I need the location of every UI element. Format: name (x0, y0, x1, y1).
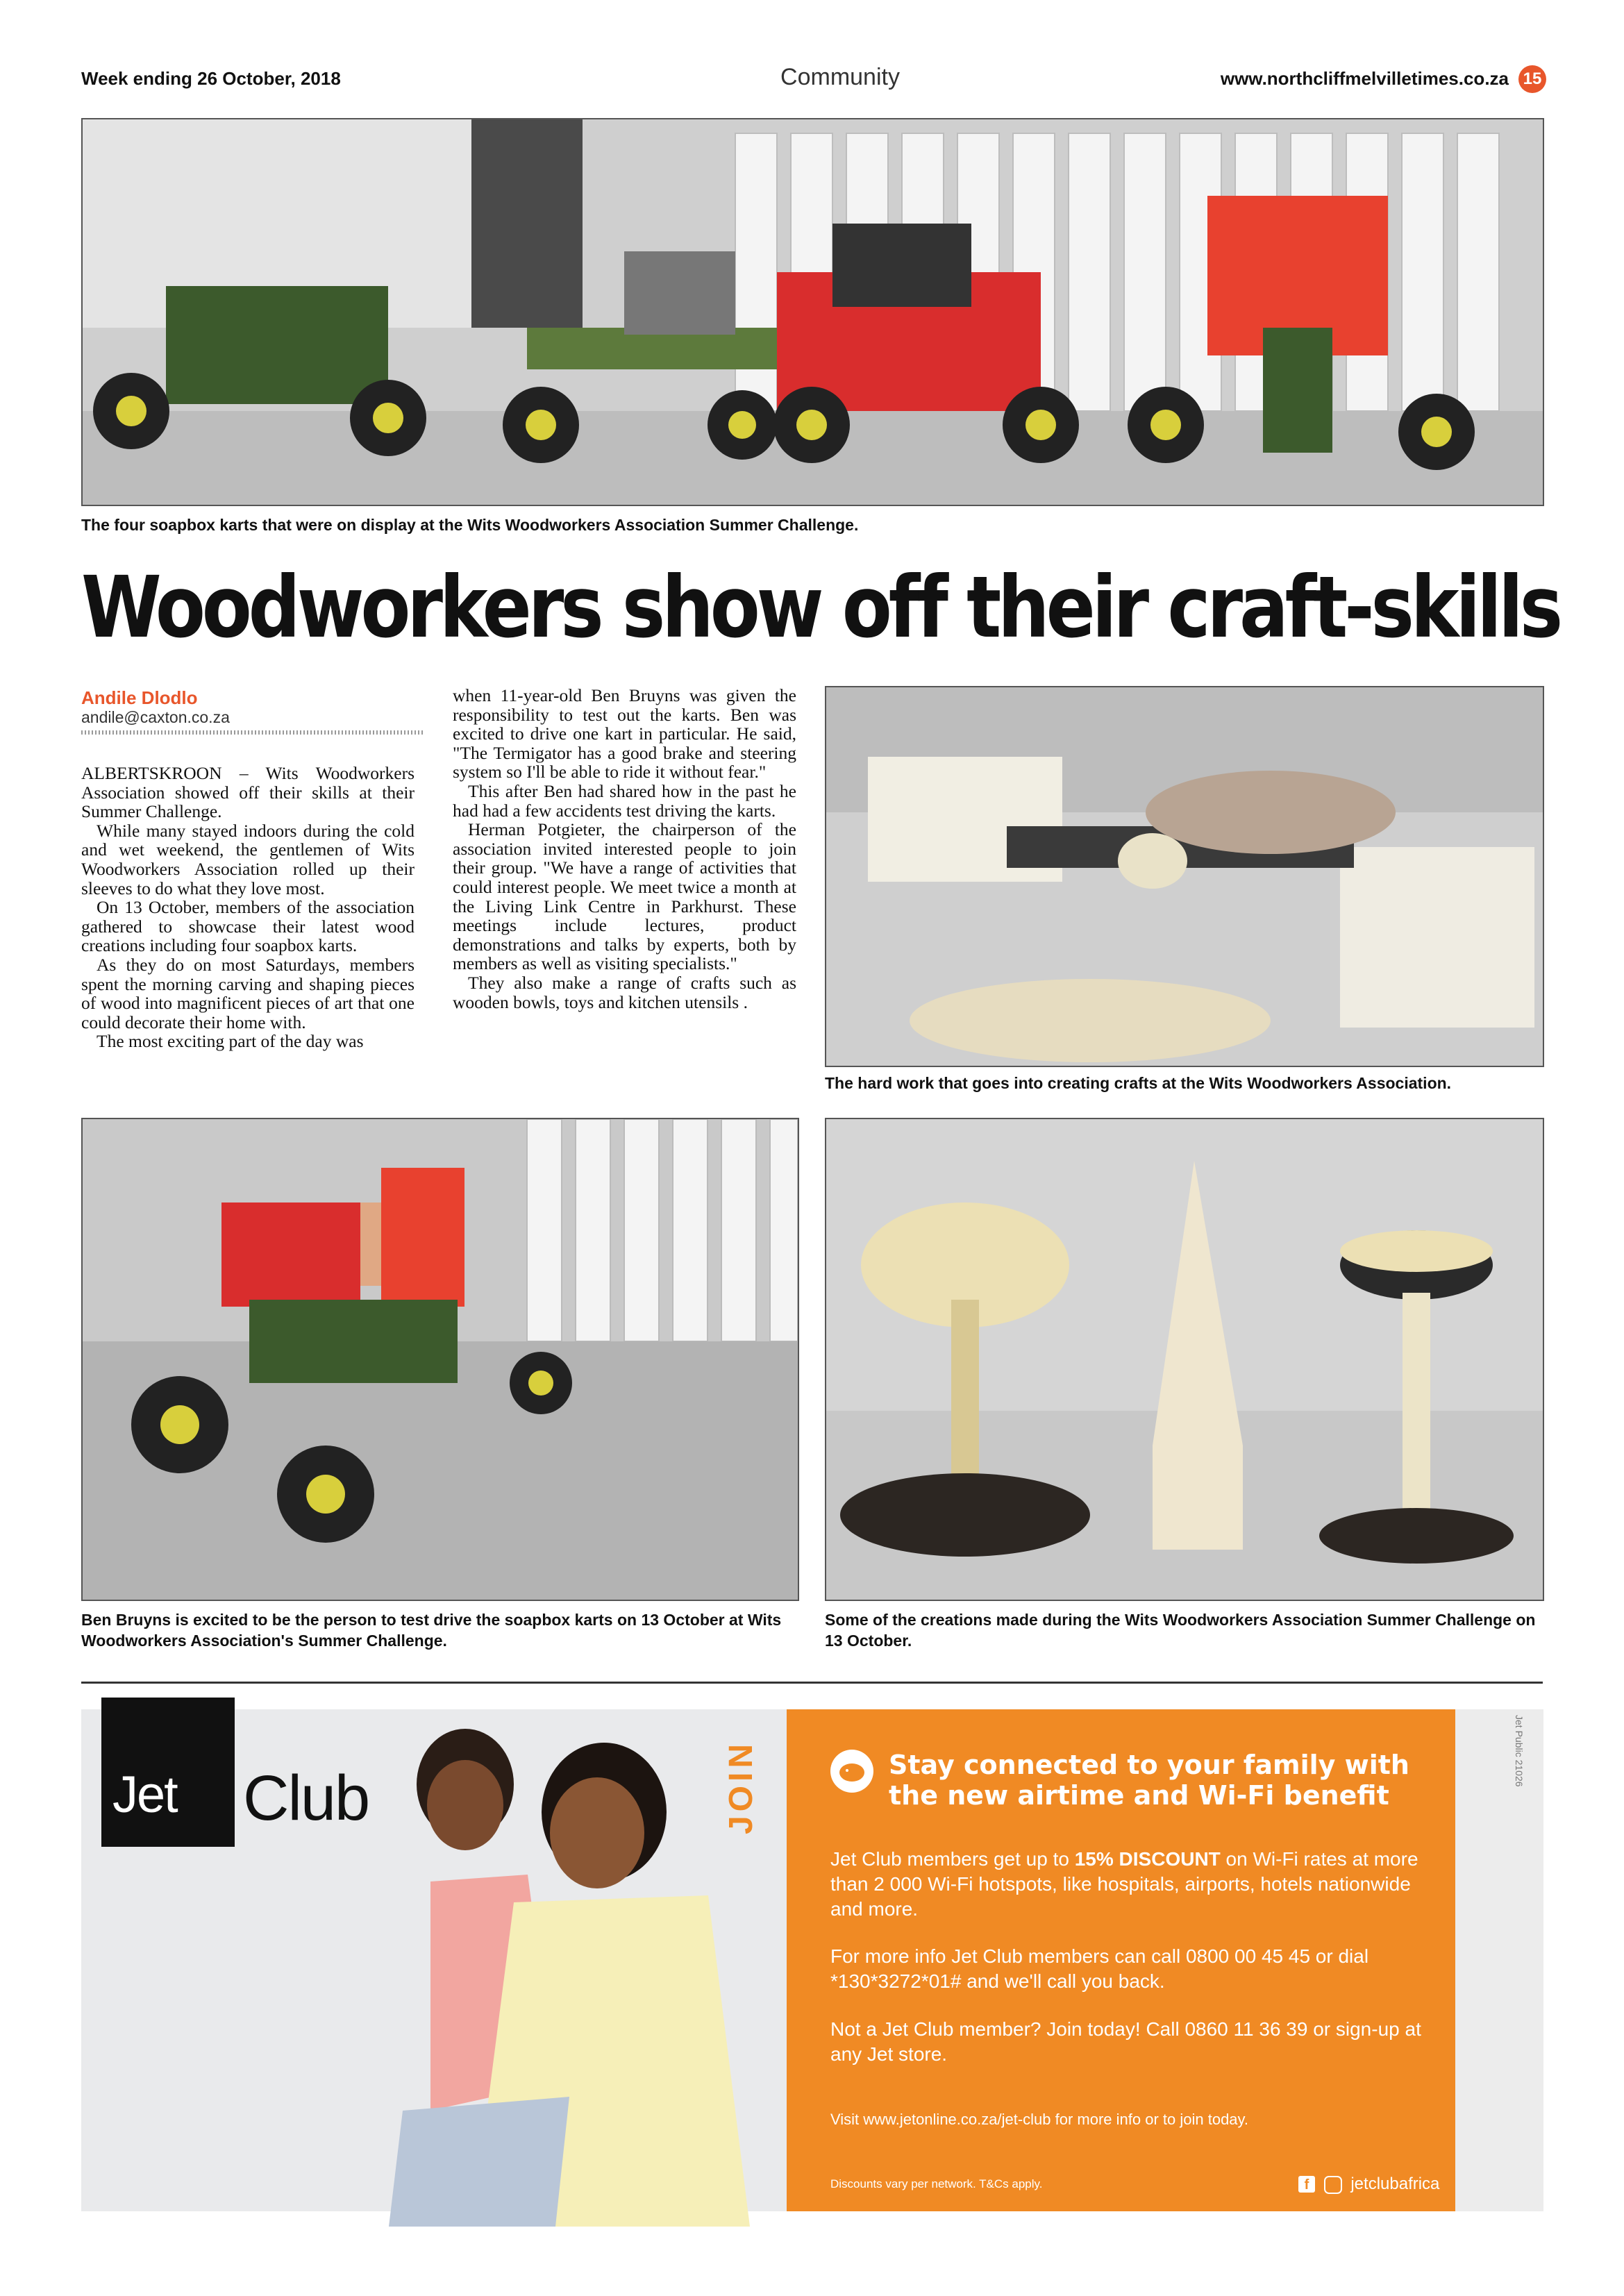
advert-visit-link[interactable]: Visit www.jetonline.co.za/jet-club for more info or to join today. (830, 2111, 1249, 2128)
advert-paragraph-info: For more info Jet Club members can call 0800 00 45 45 or dial *130*3272*01# and we'll call you back. (830, 1945, 1369, 1992)
paragraph: While many stayed indoors during the cold and wet weekend, the gentlemen of Wits Woodworkers Association rolled up their sleeves to do what they love most. (81, 820, 415, 898)
lathe-photo-caption: The hard work that goes into creating crafts at the Wits Woodworkers Association. (825, 1074, 1452, 1092)
piggy-bank-icon (830, 1750, 873, 1793)
advert-paragraph-discount: Jet Club members get up to 15% DISCOUNT on Wi-Fi rates at more than 2 000 Wi-Fi hotspots, like hospitals, airports, hotels nationwide and more. (830, 1848, 1418, 1920)
page-number: 15 (1518, 65, 1546, 93)
discount-highlight: 15% DISCOUNT (1074, 1848, 1221, 1870)
advert-social[interactable] (1298, 2175, 1439, 2194)
creations-photo-caption: Some of the creations made during the Wits Woodworkers Association Summer Challenge on 13 October. (825, 1611, 1536, 1650)
issue-date: Week ending 26 October, 2018 (81, 68, 341, 89)
advert-paragraph-join: Not a Jet Club member? Join today! Call 0860 11 36 39 or sign-up at any Jet store. (830, 2018, 1421, 2065)
paragraph: Herman Potgieter, the chairperson of the association invited interested people to join their group. "We have a range of activities that could interest people. We meet twice a month at the Living Link Centre in Parkhurst. These meetings include lectures, product demonstrations and talks by experts, both by members as well as visiting specialists." (453, 819, 796, 974)
article-column-2 (453, 686, 796, 1012)
paragraph: They also make a range of crafts such as wooden bowls, toys and kitchen utensils . (453, 972, 796, 1012)
paragraph: when 11-year-old Ben Bruyns was given the responsibility to test out the karts. Ben was excited to drive one kart in particular. He said, "The Termigator has a good brake and steering system so I'll be able to ride it without fear." (453, 685, 796, 782)
byline-divider (81, 730, 425, 735)
paragraph: As they do on most Saturdays, members spent the morning carving and shaping pieces of wood into magnificent pieces of art that one could decorate their home with. (81, 954, 415, 1032)
club-logo-text: Club (243, 1763, 369, 1834)
facebook-icon[interactable]: f (1298, 2176, 1315, 2193)
advert-side-strip (1455, 1709, 1543, 2211)
advert-agency-note: Jet Public 21026 (1514, 1715, 1525, 1787)
paragraph: This after Ben had shared how in the past he had had a few accidents test driving the karts. (453, 780, 796, 821)
instagram-icon[interactable] (1324, 2176, 1342, 2194)
section-title: Community (780, 64, 900, 90)
creations-photo (825, 1118, 1544, 1601)
boy-kart-photo (81, 1118, 799, 1601)
website-link[interactable]: www.northcliffmelvilletimes.co.za (1220, 68, 1509, 89)
paragraph: The most exciting part of the day was (97, 1031, 364, 1052)
lathe-photo (825, 686, 1544, 1067)
author-email[interactable]: andile@caxton.co.za (81, 708, 230, 726)
section-divider (81, 1682, 1543, 1684)
social-handle: jetclubafrica (1350, 2175, 1440, 2193)
paragraph: ALBERTSKROON – Wits Woodworkers Association showed off their skills at their Summer Challenge. (81, 763, 415, 822)
top-photo-caption: The four soapbox karts that were on display at the Wits Woodworkers Association Summer Challenge. (81, 516, 859, 534)
jet-logo-text: Jet (112, 1766, 177, 1823)
advert-disclaimer: Discounts vary per network. T&Cs apply. (830, 2177, 1043, 2190)
soapbox-karts-photo (81, 118, 1544, 506)
advert-model-image (389, 1722, 750, 2227)
boy-photo-caption: Ben Bruyns is excited to be the person to test drive the soapbox karts on 13 October at Wits Woodworkers Association's Summer Challenge. (81, 1611, 782, 1650)
article-headline: Woodworkers show off their craft-skills (81, 558, 1560, 657)
join-label: JOIN (723, 1740, 760, 1835)
author-name: Andile Dlodlo (81, 687, 198, 708)
paragraph: On 13 October, members of the association gathered to showcase their latest wood creations including four soapbox karts. (81, 897, 415, 956)
article-column-1 (81, 764, 415, 1051)
advert-headline: Stay connected to your family with the new airtime and Wi-Fi benefit (889, 1750, 1409, 1811)
